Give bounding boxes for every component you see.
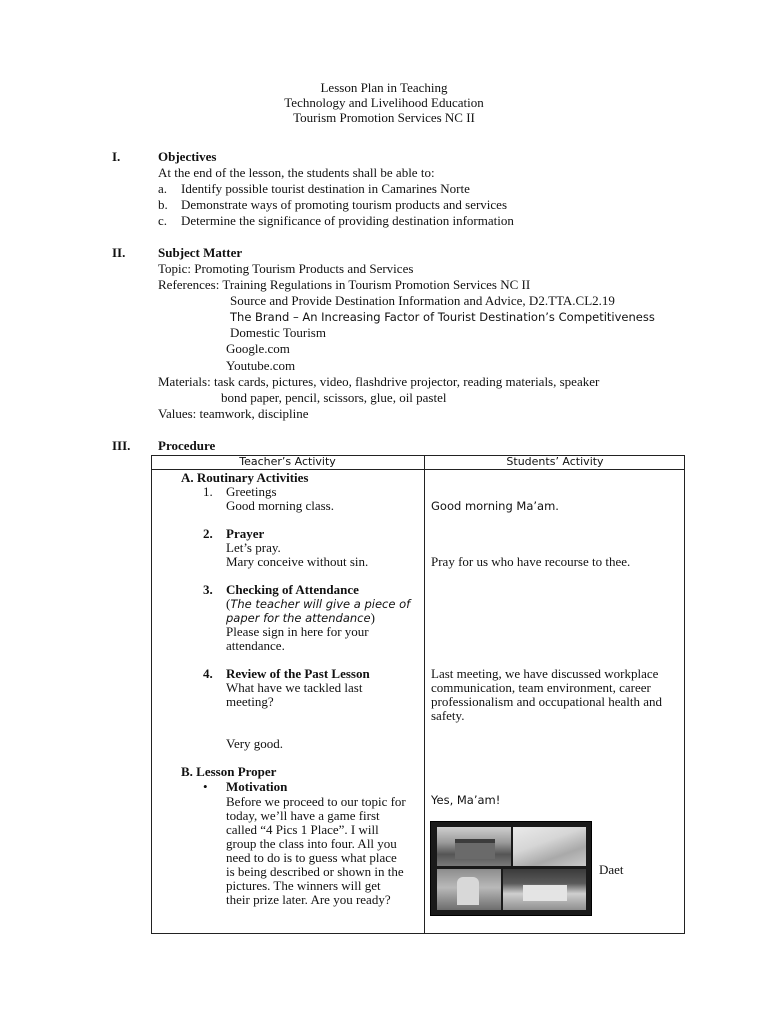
prayer-title: Prayer <box>226 526 265 541</box>
motivation-line: their prize later. Are you ready? <box>226 892 391 907</box>
attendance-teacher-2: attendance. <box>226 638 285 653</box>
prayer-student: Pray for us who have recourse to thee. <box>431 554 631 569</box>
review-student-4: safety. <box>431 708 465 723</box>
motivation-line: group the class into four. All you <box>226 836 397 851</box>
motivation-line: Before we proceed to our topic for <box>226 794 406 809</box>
review-number: 4. <box>203 666 213 681</box>
procedure-heading: Procedure <box>158 438 216 453</box>
collage-photo-beach <box>513 827 586 866</box>
objective-item-b: Demonstrate ways of promoting tourism products and services <box>181 197 508 212</box>
materials-line-cont: bond paper, pencil, scissors, glue, oil pastel <box>221 390 447 405</box>
objective-item-a: Identify possible tourist destination in Camarines Norte <box>181 181 470 196</box>
doc-title: Lesson Plan in Teaching <box>320 80 448 95</box>
prayer-teacher-1: Let’s pray. <box>226 540 281 555</box>
motivation-title: Motivation <box>226 779 288 794</box>
motivation-line: called “4 Pics 1 Place”. I will <box>226 822 379 837</box>
collage-photo-monument <box>437 869 501 910</box>
greetings-teacher: Good morning class. <box>226 498 334 513</box>
doc-course: Tourism Promotion Services NC II <box>293 110 475 125</box>
objective-letter-a: a. <box>158 181 168 196</box>
collage-photo-building <box>437 827 511 866</box>
motivation-line: pictures. The winners will get <box>226 878 381 893</box>
motivation-line: is being described or shown in the <box>226 864 404 879</box>
subject-matter-numeral: II. <box>112 245 126 260</box>
topic-line: Topic: Promoting Tourism Products and Services <box>158 261 414 276</box>
objectives-heading: Objectives <box>158 149 217 164</box>
references-line: References: Training Regulations in Tourism Promotion Services NC II <box>158 277 531 292</box>
prayer-teacher-2: Mary conceive without sin. <box>226 554 369 569</box>
objective-letter-c: c. <box>158 213 168 228</box>
subject-matter-heading: Subject Matter <box>158 245 243 260</box>
review-teacher-2: meeting? <box>226 694 274 709</box>
review-student-1: Last meeting, we have discussed workplace <box>431 666 659 681</box>
note-close-paren: ) <box>370 610 375 625</box>
objectives-numeral: I. <box>112 149 121 164</box>
motivation-student: Yes, Ma’am! <box>431 793 501 807</box>
attendance-title: Checking of Attendance <box>226 582 359 597</box>
procedure-numeral: III. <box>112 438 131 453</box>
objective-item-c: Determine the significance of providing destination information <box>181 213 514 228</box>
motivation-bullet: • <box>203 779 208 794</box>
attendance-teacher-1: Please sign in here for your <box>226 624 369 639</box>
review-teacher-1: What have we tackled last <box>226 680 363 695</box>
review-student-2: communication, team environment, career <box>431 680 651 695</box>
reference-item: Youtube.com <box>226 358 296 373</box>
teacher-activity-header: Teacher’s Activity <box>239 455 336 468</box>
values-line: Values: teamwork, discipline <box>158 406 309 421</box>
note-text-1: The teacher will give a piece of <box>230 597 411 611</box>
attendance-number: 3. <box>203 582 213 597</box>
materials-line: Materials: task cards, pictures, video, flashdrive projector, reading materials, speaker <box>158 374 600 389</box>
column-divider <box>424 455 425 934</box>
collage-photo-church <box>503 869 586 910</box>
doc-subject: Technology and Livelihood Education <box>284 95 484 110</box>
objectives-intro: At the end of the lesson, the students shall be able to: <box>158 165 435 180</box>
greetings-title: Greetings <box>226 484 277 499</box>
reference-item: Source and Provide Destination Information and Advice, D2.TTA.CL2.19 <box>230 293 615 308</box>
reference-item: Google.com <box>226 341 290 356</box>
section-a-heading: A. Routinary Activities <box>181 470 309 485</box>
review-student-3: professionalism and occupational health and <box>431 694 663 709</box>
motivation-line: need to do is to guess what place <box>226 850 397 865</box>
motivation-line: today, we’ll have a game first <box>226 808 380 823</box>
note-open-paren: ( <box>226 596 231 611</box>
review-teacher-3: Very good. <box>226 736 284 751</box>
note-text-2: paper for the attendance <box>226 611 371 625</box>
answer-label: Daet <box>599 862 624 877</box>
prayer-number: 2. <box>203 526 213 541</box>
reference-item: The Brand – An Increasing Factor of Tourist Destination’s Competitiveness <box>230 310 655 324</box>
four-pics-collage <box>430 821 592 916</box>
reference-item: Domestic Tourism <box>230 325 326 340</box>
greetings-number: 1. <box>203 484 213 499</box>
section-b-heading: B. Lesson Proper <box>181 764 277 779</box>
greetings-student: Good morning Ma’am. <box>431 499 559 513</box>
students-activity-header: Students’ Activity <box>506 455 604 468</box>
review-title: Review of the Past Lesson <box>226 666 370 681</box>
objective-letter-b: b. <box>158 197 168 212</box>
